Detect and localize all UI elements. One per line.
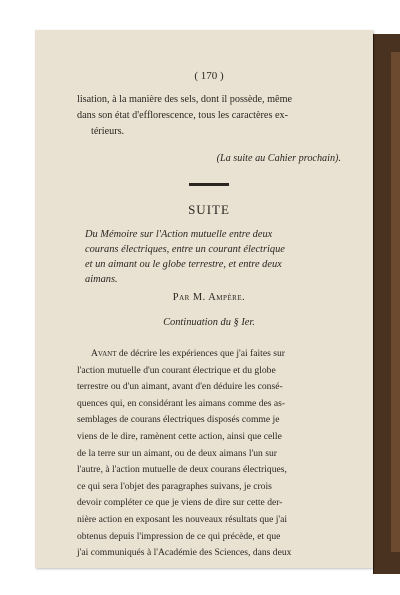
text-line: j'ai communiqués à l'Académie des Sciences, dans deux [77, 547, 292, 559]
text-line: de la terre sur un aimant, ou de deux aimans l'un sur [77, 447, 277, 459]
author-line: Par M. Ampère. [172, 292, 246, 303]
text-line: nière action en exposant les nouveaux résultats que j'ai [77, 513, 288, 525]
text-line: quences qui, en considérant les aimans comme des as- [77, 397, 286, 409]
first-word: Avant [91, 348, 117, 359]
book-binding [373, 34, 400, 574]
memoir-title-line: aimans. [85, 274, 118, 285]
text-line: terrestre ou d'un aimant, avant d'en déduire les consé- [77, 381, 283, 393]
text-line [77, 346, 341, 363]
text-line: ce qui sera l'objet des paragraphes suivans, je crois [77, 480, 272, 492]
text-line: dans son état d'efflorescence, tous les caractères ex- [77, 110, 288, 121]
text-line: l'autre, à l'action mutuelle de deux courans électriques, [77, 464, 287, 476]
memoir-title-line: Du Mémoire sur l'Action mutuelle entre deux [85, 229, 273, 240]
continued-note: (La suite au Cahier prochain). [216, 153, 341, 164]
book-page [35, 30, 373, 568]
memoir-title-line: courans électriques, entre un courant électrique [85, 244, 285, 255]
section-divider [189, 183, 229, 186]
body-text [77, 346, 341, 562]
text-line: lisation, à la manière des sels, dont il possède, même [77, 94, 293, 105]
section-title: SUITE [188, 202, 230, 217]
continuation-heading: Continuation du § Ier. [163, 317, 255, 328]
text-line: semblages de courans électriques disposés comme je [77, 414, 280, 426]
first-line-rest: de décrire les expériences que j'ai faites sur [116, 348, 285, 359]
memoir-title [85, 227, 343, 287]
text-line: viens de le dire, ramènent cette action, ainsi que celle [77, 430, 282, 442]
page-number: ( 170 ) [194, 70, 224, 82]
text-line: devoir compléter ce que je viens de dire sur cette der- [77, 497, 283, 509]
text-line: obtenus depuis l'impression de ce qui précède, et que [77, 530, 281, 542]
text-line: térieurs. [91, 126, 125, 137]
text-line: l'action mutuelle d'un courant électrique et du globe [77, 364, 276, 376]
memoir-title-line: et un aimant ou le globe terrestre, et entre deux [85, 259, 282, 270]
previous-article-ending [77, 92, 341, 140]
